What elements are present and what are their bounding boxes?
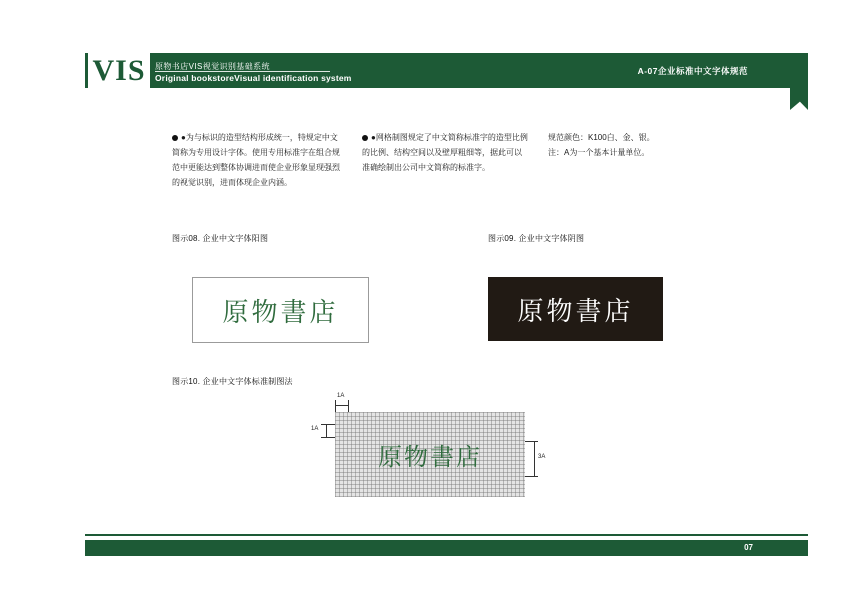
unit-note-line: 注：A为一个基本计量单位。	[548, 148, 650, 157]
wordmark-text: 原物書店	[517, 296, 634, 326]
measure-label-left: 1A	[311, 426, 319, 432]
header-title-en: Original bookstoreVisual identification system	[155, 73, 352, 83]
vis-logo: VIS	[88, 52, 150, 89]
figure-10-grid-construction	[311, 393, 546, 497]
bullet-icon	[362, 135, 368, 141]
measure-span-left	[326, 424, 327, 437]
page-number: 07	[744, 543, 753, 552]
figure-09-caption: 图示09. 企业中文字体阴图	[488, 234, 585, 243]
measure-tick-right-bottom	[525, 476, 538, 477]
measure-tick-left-bottom	[321, 437, 335, 438]
header-ribbon-icon	[790, 88, 808, 110]
measure-span-top	[335, 405, 348, 406]
figure-10-caption: 图示10. 企业中文字体标准制图法	[172, 377, 293, 386]
footer-rule	[85, 534, 808, 536]
body-text-2: ●网格制图规定了中文简称标准字的造型比例的比例、结构空间以及壁厚粗细等，据此可以准确绘制出公司中文简称的标准字。	[362, 133, 528, 172]
measure-label-top: 1A	[337, 393, 345, 399]
figure-08-positive-wordmark	[192, 277, 369, 343]
wordmark-text: 原物書店	[378, 445, 482, 471]
measure-tick-top-left	[335, 400, 336, 412]
footer-bar	[85, 540, 808, 556]
measure-span-right	[534, 441, 535, 476]
construction-grid	[335, 412, 525, 497]
measure-tick-right-top	[525, 441, 538, 442]
figure-09-reversed-wordmark	[488, 277, 663, 341]
body-column-2	[362, 130, 528, 175]
measure-label-right: 3A	[538, 454, 546, 460]
measure-tick-left-top	[321, 424, 335, 425]
header-section-label: A-07企业标准中文字体规范	[637, 66, 748, 76]
header-title-cn: 原物书店VIS视觉识别基础系统	[155, 62, 270, 71]
bullet-icon	[172, 135, 178, 141]
wordmark-text: 原物書店	[222, 297, 339, 327]
color-spec-line: 规范颜色：K100白、金、银。	[548, 133, 655, 142]
header-divider	[155, 71, 330, 72]
body-column-1	[172, 130, 342, 190]
figure-08-caption: 图示08. 企业中文字体阳图	[172, 234, 269, 243]
body-text-1: ●为与标识的造型结构形成统一，特规定中文简称为专用设计字体。使用专用标准字在组合规范中更能达到整体协调进而使企业形象显现强烈的视觉识别，进而体现企业内涵。	[172, 133, 340, 187]
measure-tick-top-right	[348, 400, 349, 412]
body-column-3	[548, 130, 698, 160]
